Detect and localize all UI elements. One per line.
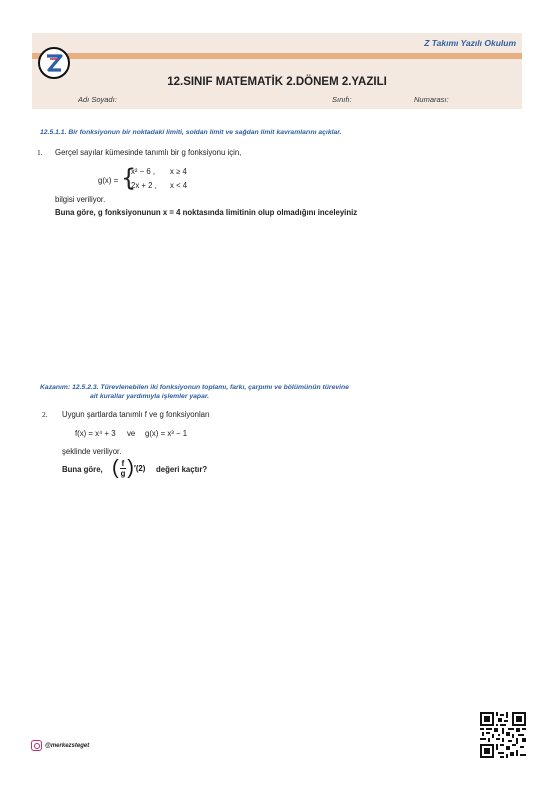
fraction-numerator: f [121,458,125,468]
right-paren: ) [127,457,134,479]
q2-kazanim-line1: Kazanım: 12.5.2.3. Türevlenebilen iki fonksiyonun toplamı, farkı, çarpımı ve bölümünün türevine [40,384,349,391]
q1-given: bilgisi veriliyor. [55,195,106,204]
q2-intro: Uygun şartlarda tanımlı f ve g fonksiyonları [62,410,210,419]
q1-lhs: g(x) = [98,176,119,185]
school-name: Z Takımı Yazılı Okulum [424,38,516,48]
instagram-text: @merkezsteget [45,742,90,749]
q2-g-def: g(x) = x³ − 1 [145,429,188,438]
q2-number: 2. [42,410,48,419]
fraction-argument: ′(2) [133,463,146,473]
left-paren: ( [112,457,119,479]
q1-case2-expr: 2x + 2 , [131,181,157,190]
q2-and: ve [127,429,136,438]
q1-brace: { [121,164,137,192]
header-accent-bar [32,53,522,59]
q1-question: Buna göre, g fonksiyonunun x = 4 noktasında limitinin olup olmadığını inceleyiniz [55,208,358,217]
name-label: Adı Soyadı: [78,95,117,104]
instagram-icon [31,740,42,751]
q2-fraction-expression [112,458,145,478]
q1-case1-expr: x² − 6 , [131,167,156,176]
q2-question-suffix: değeri kaçtır? [156,465,208,474]
q2-question-prefix: Buna göre, [62,465,103,474]
qr-code-icon [480,712,526,758]
fraction-denominator: g [120,468,126,478]
q1-number: 1. [37,148,43,157]
q2-f-def: f(x) = x⁴ + 3 [75,429,116,438]
q1-case1-cond: x ≥ 4 [170,167,187,176]
exam-title: 12.SINIF MATEMATİK 2.DÖNEM 2.YAZILI [167,76,387,88]
q2-kazanim-line2: ait kurallar yardımıyla işlemler yapar. [90,393,210,400]
instagram-handle[interactable] [31,740,89,751]
z-logo-icon [38,47,70,79]
class-label: Sınıfı: [332,95,352,104]
q1-intro: Gerçel sayılar kümesinde tanımlı bir g fonksiyonu için, [55,148,242,157]
number-label: Numarası: [414,95,449,104]
exam-header [32,33,522,109]
fraction [119,459,128,478]
q2-given: şeklinde veriliyor. [62,447,122,456]
q1-case2-cond: x < 4 [170,181,188,190]
q1-kazanim: 12.5.1.1. Bir fonksiyonun bir noktadaki limiti, soldan limit ve sağdan limit kavramlarını açıklar. [40,129,342,136]
